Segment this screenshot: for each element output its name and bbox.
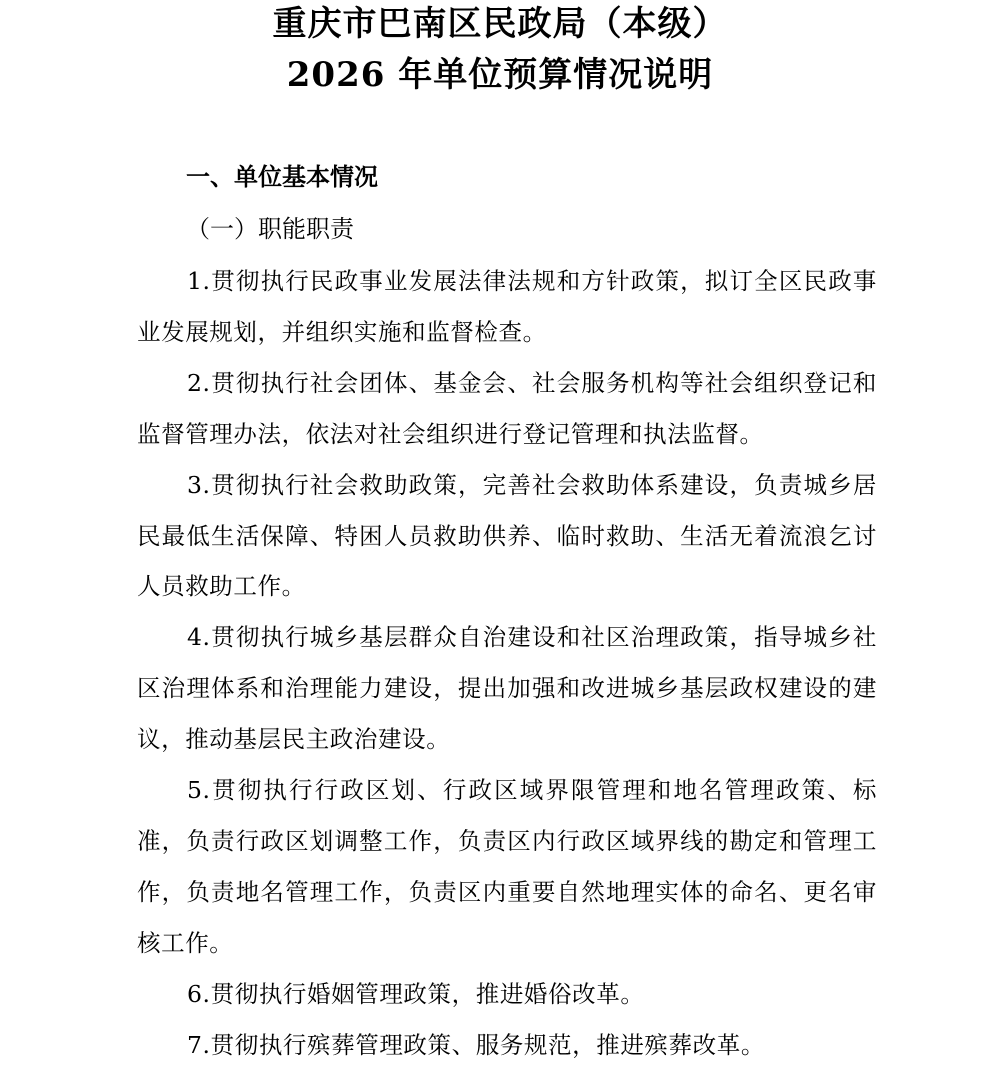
document-title-line-1: 重庆市巴南区民政局（本级）	[272, 4, 728, 44]
document-title-line-2: 2026 年单位预算情况说明	[286, 55, 714, 95]
paragraph-5: 5.贯彻执行行政区划、行政区域界限管理和地名管理政策、标准，负责行政区划调整工作，负责区内行政区域界线的勘定和管理工作，负责地名管理工作，负责区内重要自然地理实体的命名、更名审核工作。	[137, 776, 877, 957]
paragraph-1: 1.贯彻执行民政事业发展法律法规和方针政策，拟订全区民政事业发展规划，并组织实施和监督检查。	[137, 267, 877, 346]
paragraph-2: 2.贯彻执行社会团体、基金会、社会服务机构等社会组织登记和监督管理办法，依法对社会组织进行登记管理和执法监督。	[137, 368, 877, 448]
paragraph-6: 6.贯彻执行婚姻管理政策，推进婚俗改革。	[187, 979, 645, 1008]
subsection-heading: （一）职能职责	[186, 215, 354, 243]
paragraph-3: 3.贯彻执行社会救助政策，完善社会救助体系建设，负责城乡居民最低生活保障、特困人员救助供养、临时救助、生活无着流浪乞讨人员救助工作。	[137, 470, 877, 601]
section-heading: 一、单位基本情况	[186, 163, 378, 191]
paragraph-7: 7.贯彻执行殡葬管理政策、服务规范，推进殡葬改革。	[187, 1030, 765, 1059]
document-body	[137, 256, 877, 1071]
paragraph-4: 4.贯彻执行城乡基层群众自治建设和社区治理政策，指导城乡社区治理体系和治理能力建设，提出加强和改进城乡基层政权建设的建议，推动基层民主政治建设。	[137, 623, 877, 754]
